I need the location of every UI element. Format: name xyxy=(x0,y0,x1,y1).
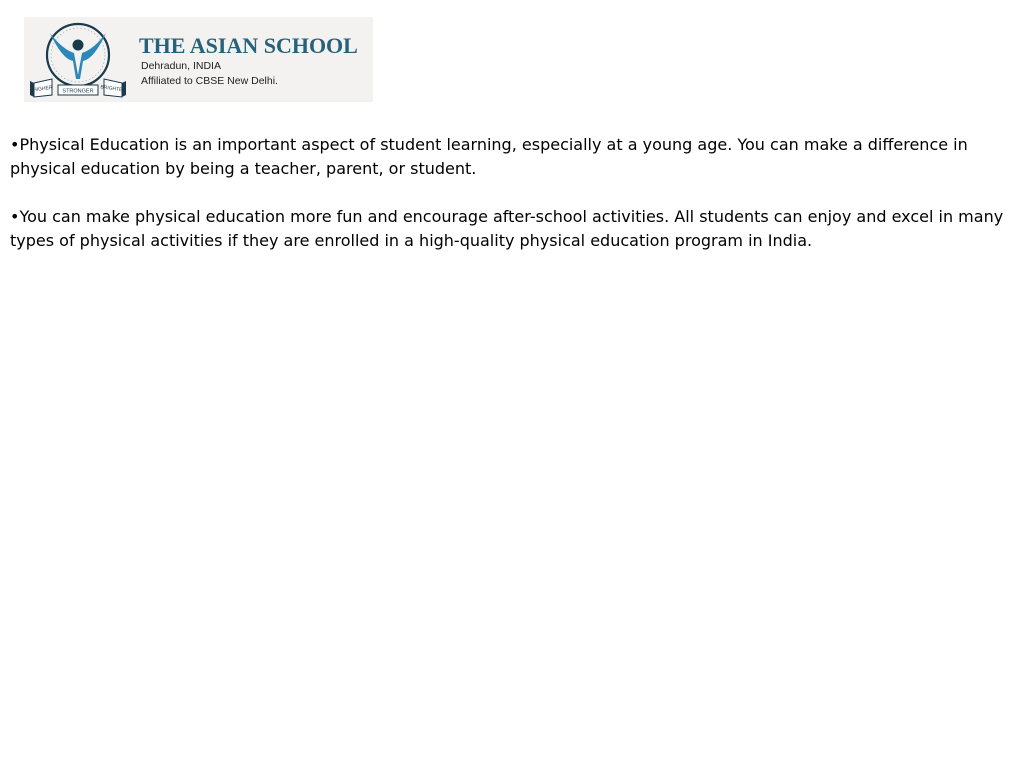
body-text xyxy=(10,133,1014,277)
emblem-word-stronger: STRONGER xyxy=(62,88,94,95)
school-emblem-icon xyxy=(28,19,130,99)
school-logo xyxy=(24,17,373,102)
emblem-word-brighter: BRIGHTER xyxy=(99,84,127,94)
bullet-paragraph: •You can make physical education more fun and encourage after-school activities. All students can enjoy and excel in many types of physical activities if they are enrolled in a high-quality physical education program in India. xyxy=(10,207,1004,250)
school-affiliation: Affiliated to CBSE New Delhi. xyxy=(141,75,278,87)
school-location: Dehradun, INDIA xyxy=(141,60,221,72)
emblem-word-higher: HIGHER xyxy=(32,84,53,94)
school-name: THE ASIAN SCHOOL xyxy=(139,33,358,58)
bullet-paragraph: •Physical Education is an important aspect of student learning, especially at a young age. You can make a difference in physical education by being a teacher, parent, or student. xyxy=(10,135,968,178)
